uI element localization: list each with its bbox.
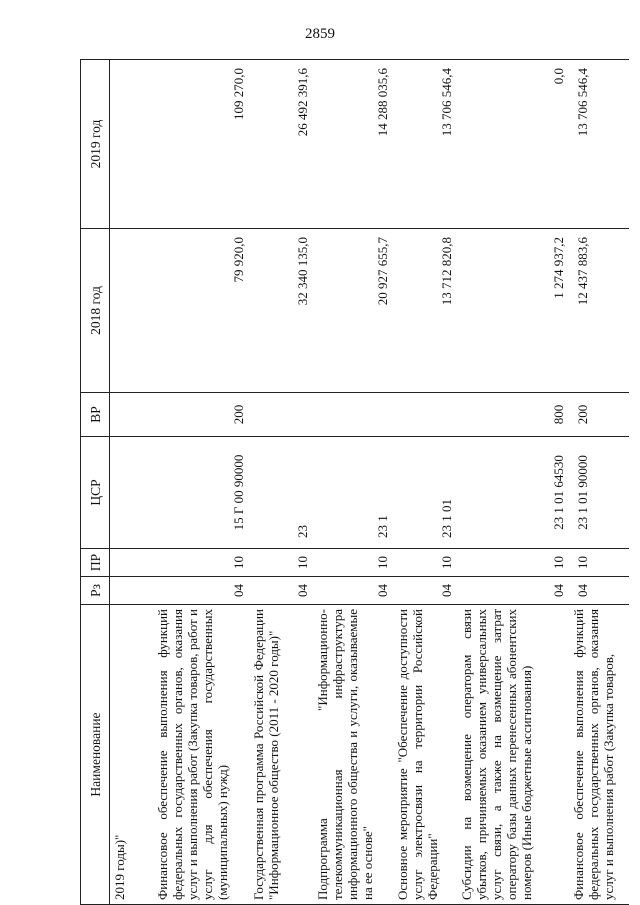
cell-name: Финансовое обеспечение выполнения функций федеральных государственных органов, оказания услуг и выполнения работ (Закупка товаров, работ и услуг для обеспечения государственных (муниципальных) нужд) <box>153 605 249 905</box>
table-row <box>153 60 249 905</box>
header-csr: ЦСР <box>81 437 110 549</box>
cell-name: Подпрограмма "Информационно-телекоммуникационная инфраструктура информационного общества и услуги, оказываемые на ее основе" <box>313 605 393 905</box>
header-pr: ПР <box>81 549 110 577</box>
cell-pr: 10 <box>249 549 313 577</box>
header-name: Наименование <box>81 605 110 905</box>
cell-2019: 13 706 546,4 <box>393 60 457 229</box>
cell-csr: 23 1 01 <box>393 437 457 549</box>
cell-pr: 10 <box>457 549 569 577</box>
cell-pr: 10 <box>569 549 629 577</box>
cell-name: Финансовое обеспечение выполнения функций федеральных государственных органов, оказания услуг и выполнения работ (Закупка товаров, <box>569 605 629 905</box>
page-number: 2859 <box>305 26 335 42</box>
budget-table <box>80 59 629 905</box>
table-header-row <box>81 60 110 905</box>
cell-vr <box>110 393 154 437</box>
cell-csr <box>110 437 154 549</box>
table-row <box>569 60 629 905</box>
cell-pr: 10 <box>313 549 393 577</box>
cell-name: Основное мероприятие "Обеспечение доступности услуг электросвязи на территории Российской Федерации" <box>393 605 457 905</box>
table-row <box>393 60 457 905</box>
cell-pr <box>110 549 154 577</box>
cell-rz: 04 <box>457 577 569 605</box>
table-row <box>313 60 393 905</box>
table-row <box>457 60 569 905</box>
cell-2019: 13 706 546,4 <box>569 60 629 229</box>
cell-csr: 15 Г 00 90000 <box>153 437 249 549</box>
cell-vr <box>249 393 313 437</box>
cell-2018: 20 927 655,7 <box>313 229 393 393</box>
cell-vr: 200 <box>153 393 249 437</box>
cell-2019: 26 492 391,6 <box>249 60 313 229</box>
cell-rz <box>110 577 154 605</box>
cell-2019: 109 270,0 <box>153 60 249 229</box>
cell-2018: 12 437 883,6 <box>569 229 629 393</box>
cell-name: Субсидии на возмещение операторам связи убытков, причиняемых оказанием универсальных услуг связи, а также на возмещение затрат оператору базы данных перенесенных абонентских номеров (Иные бюджетные ассигнования) <box>457 605 569 905</box>
cell-vr: 200 <box>569 393 629 437</box>
cell-2018: 32 340 135,0 <box>249 229 313 393</box>
table-row <box>249 60 313 905</box>
cell-rz: 04 <box>153 577 249 605</box>
cell-pr: 10 <box>153 549 249 577</box>
cell-rz: 04 <box>569 577 629 605</box>
cell-2019 <box>110 60 154 229</box>
header-rz: Рз <box>81 577 110 605</box>
cell-2019: 14 288 035,6 <box>313 60 393 229</box>
header-2018: 2018 год <box>81 229 110 393</box>
cell-vr <box>393 393 457 437</box>
cell-rz: 04 <box>393 577 457 605</box>
cell-csr: 23 1 01 90000 <box>569 437 629 549</box>
cell-csr: 23 1 01 64530 <box>457 437 569 549</box>
cell-2018: 13 712 820,8 <box>393 229 457 393</box>
cell-pr: 10 <box>393 549 457 577</box>
cell-csr: 23 <box>249 437 313 549</box>
header-vr: ВР <box>81 393 110 437</box>
cell-2019: 0,0 <box>457 60 569 229</box>
cell-vr <box>313 393 393 437</box>
cell-vr: 800 <box>457 393 569 437</box>
cell-name: 2019 годы)" <box>110 605 154 905</box>
table-row <box>110 60 154 905</box>
cell-2018 <box>110 229 154 393</box>
cell-rz: 04 <box>249 577 313 605</box>
cell-name: Государственная программа Российской Федерации "Информационное общество (2011 - 2020 годы)" <box>249 605 313 905</box>
cell-csr: 23 1 <box>313 437 393 549</box>
header-2019: 2019 год <box>81 60 110 229</box>
budget-table-rotated <box>80 60 620 905</box>
cell-2018: 79 920,0 <box>153 229 249 393</box>
cell-rz: 04 <box>313 577 393 605</box>
cell-2018: 1 274 937,2 <box>457 229 569 393</box>
